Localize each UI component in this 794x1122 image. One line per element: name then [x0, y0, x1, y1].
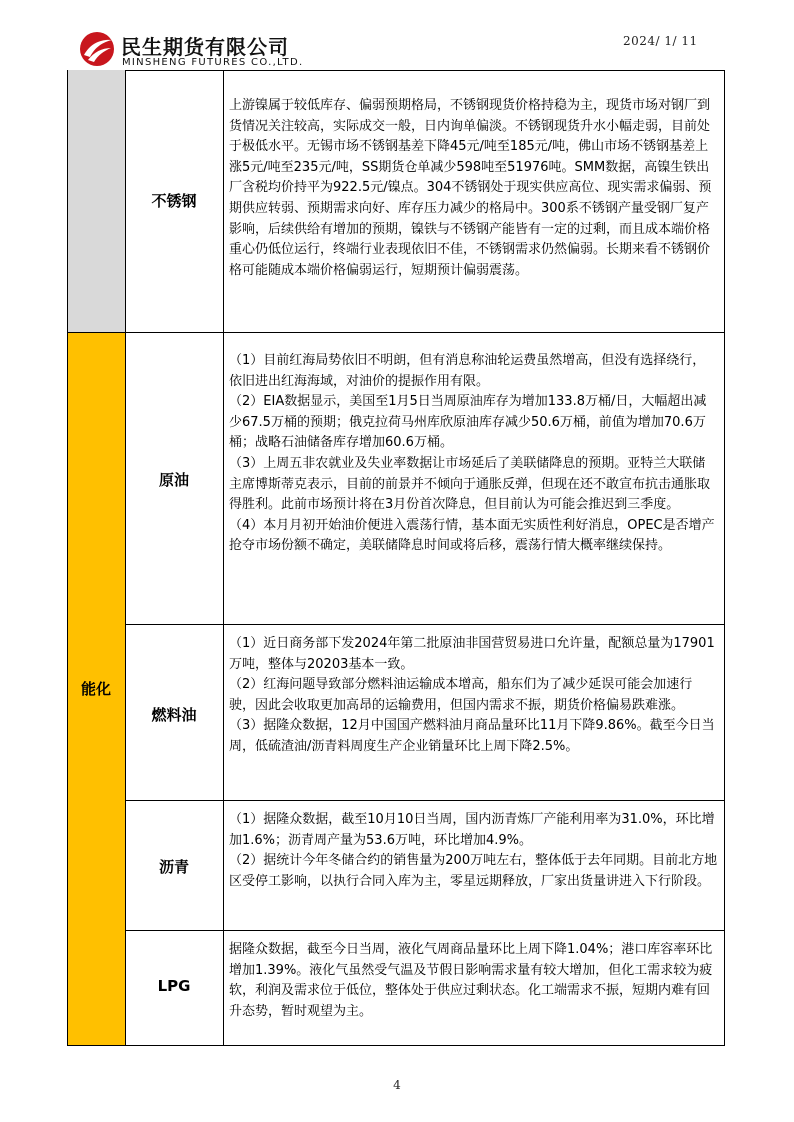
table-border-left	[67, 70, 68, 1045]
category-cell	[67, 70, 126, 332]
commentary-paragraph: 据隆众数据，截至今日当周，液化气周商品量环比上周下降1.04%；港口库容率环比增加1.39%。液化气虽然受气温及节假日影响需求量有较大增加，但化工需求较为疲软，利润及需求位于低位，整体处于供应过剩状态。化工端需求不振，短期内难有回升态势，暂时观望为主。	[229, 942, 713, 1019]
table-border-right	[724, 70, 725, 1045]
company-name-cn: 民生期货有限公司	[121, 35, 289, 59]
sector-label: 沥青	[158, 858, 189, 876]
sector-cell	[125, 800, 224, 930]
page-number: 4	[393, 1078, 401, 1092]
commentary-cell	[224, 351, 724, 557]
table-border-bottom	[67, 1045, 725, 1046]
commentary-paragraph: （3）上周五非农就业及失业率数据让市场延后了美联储降息的预期。亚特兰大联储主席博斯蒂克表示，目前的前景并不倾向于通胀反弹，但现在还不敢宣布抗击通胀取得胜利。此前市场预计将在3月份首次降息，但目前认为可能会推迟到三季度。	[229, 455, 711, 513]
company-name-en: MINSHENG FUTURES CO.,LTD.	[122, 57, 304, 68]
commentary-paragraph: （1）据隆众数据，截至10月10日当周，国内沥青炼厂产能利用率为31.0%，环比增加1.6%；沥青周产量为53.6万吨，环比增加4.9%。	[229, 812, 715, 848]
sector-label: LPG	[157, 977, 191, 995]
table-row	[67, 332, 725, 624]
sector-cell	[125, 70, 224, 332]
commentary-cell	[224, 940, 724, 1022]
row-divider	[125, 624, 725, 625]
sector-label: 燃料油	[151, 706, 197, 724]
page-header	[0, 0, 794, 70]
row-divider	[125, 930, 725, 931]
sector-cell	[125, 624, 224, 800]
sector-cell	[125, 930, 224, 1045]
sector-cell	[125, 332, 224, 624]
sector-label: 不锈钢	[151, 192, 197, 210]
table-row	[67, 930, 725, 1045]
commentary-cell	[224, 634, 724, 758]
table-row	[67, 800, 725, 930]
category-label: 能化	[80, 680, 111, 698]
minsheng-logo-icon	[78, 30, 116, 68]
commentary-paragraph: （2）红海问题导致部分燃料油运输成本增高，船东们为了减少延误可能会加速行驶，因此会收取更加高昂的运输费用，但国内需求不振，期货价格偏易跌难涨。	[229, 677, 693, 713]
sector-label: 原油	[158, 471, 189, 489]
row-divider	[67, 332, 725, 333]
commentary-paragraph: （1）目前红海局势依旧不明朗，但有消息称油轮运费虽然增高，但没有选择绕行，依旧进出红海海域，对油价的提振作用有限。	[229, 353, 706, 389]
table-row	[67, 624, 725, 800]
commentary-paragraph: （2）EIA数据显示，美国至1月5日当周原油库存为增加133.8万桶/日，大幅超出减少67.5万桶的预期；俄克拉荷马州库欣原油库存减少50.6万桶，前值为增加70.6万桶；战略石油储备库存增加60.6万桶。	[229, 394, 707, 451]
commentary-paragraph: （2）据统计今年冬储合约的销售量为200万吨左右，整体低于去年同期。目前北方地区受停工影响，以执行合同入库为主，零星远期释放，厂家出货量讲进入下行阶段。	[229, 853, 718, 889]
report-date: 2024/ 1/ 11	[623, 34, 698, 48]
row-divider	[125, 800, 725, 801]
commentary-cell	[224, 96, 724, 281]
commentary-paragraph: 上游镍属于较低库存、偏弱预期格局，不锈钢现货价格持稳为主，现货市场对钢厂到货情况关注较高，实际成交一般，日内询单偏淡。不锈钢现货升水小幅走弱，目前处于极低水平。无锡市场不锈钢基差下降45元/吨至185元/吨，佛山市场不锈钢基差上涨5元/吨至235元/吨，SS期货仓单减少598吨至51976吨。SMM数据，高镍生铁出厂含税均价持平为922.5元/镍点。304不锈钢处于现实供应高位、现实需求偏弱、预期供应转弱、预期需求向好、库存压力减少的格局中。300系不锈钢产量受钢厂复产影响，后续供给有增加的预期，镍铁与不锈钢产能皆有一定的过剩，而且成本端价格重心仍低位运行，终端行业表现依旧不佳，不锈钢需求仍然偏弱。长期来看不锈钢价格可能随成本端价格偏弱运行，短期预计偏弱震荡。	[229, 98, 712, 278]
commentary-paragraph: （4）本月月初开始油价便进入震荡行情，基本面无实质性利好消息，OPEC是否增产抢夺市场份额不确定，美联储降息时间或将后移，震荡行情大概率继续保持。	[229, 517, 715, 554]
table-row	[67, 70, 725, 332]
commentary-paragraph: （3）据隆众数据，12月中国国产燃料油月商品量环比11月下降9.86%。截至今日当周，低硫渣油/沥青料周度生产企业销量环比上周下降2.5%。	[229, 718, 715, 754]
commentary-cell	[224, 810, 724, 892]
commentary-paragraph: （1）近日商务部下发2024年第二批原油非国营贸易进口允许量，配额总量为17901万吨，整体与20203基本一致。	[229, 636, 715, 672]
